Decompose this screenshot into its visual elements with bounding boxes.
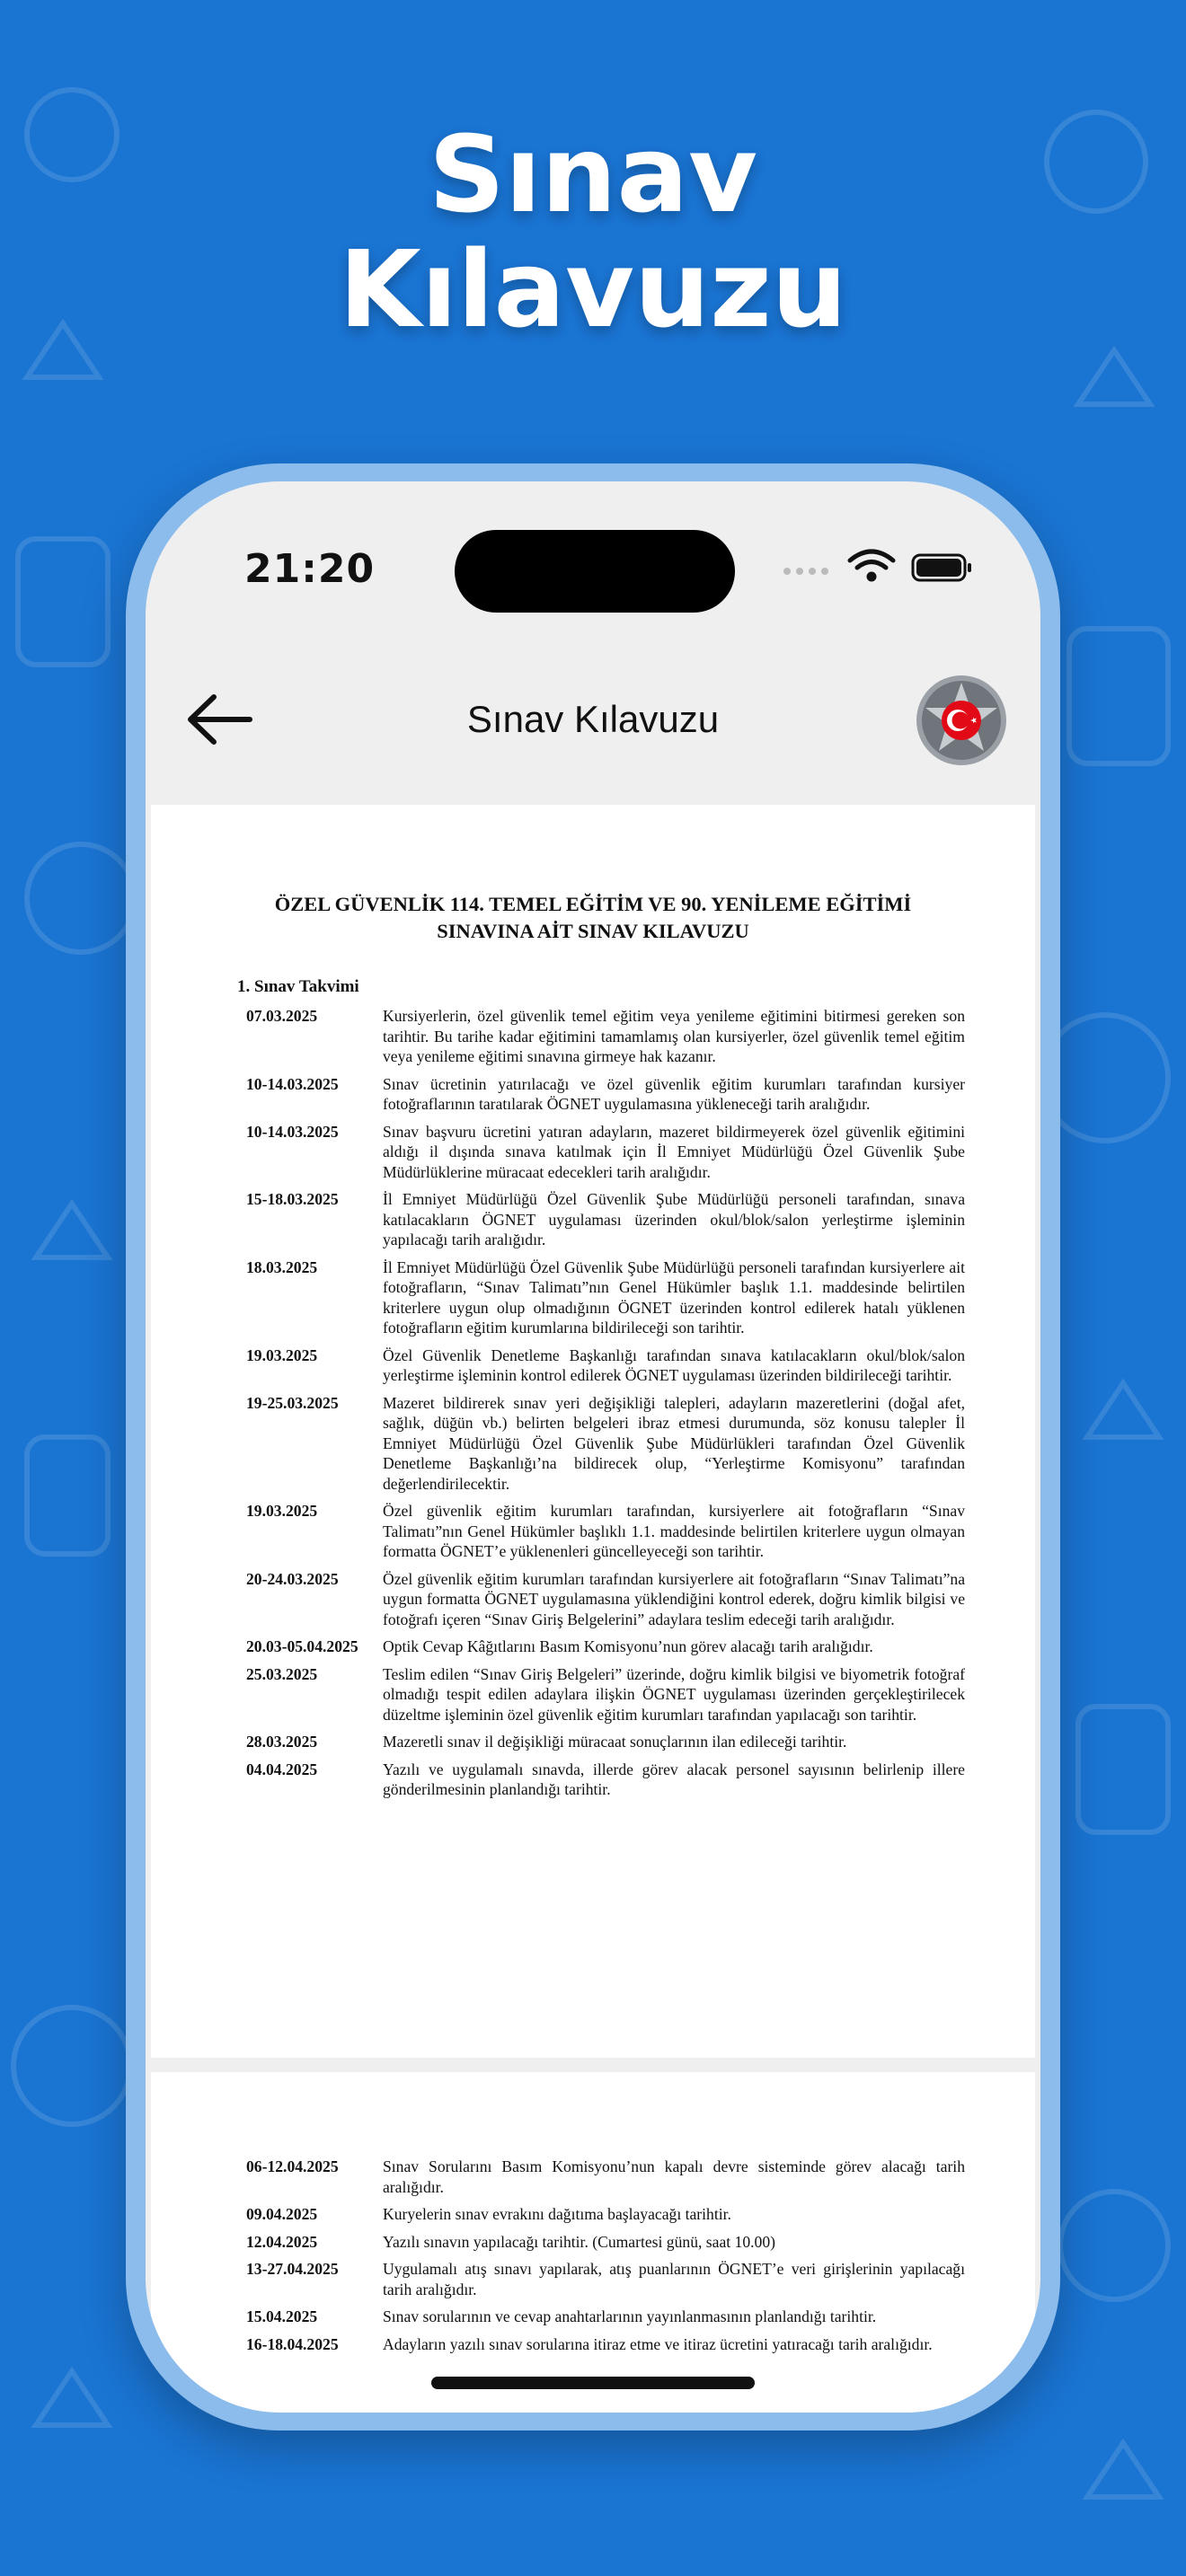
schedule-text: Yazılı ve uygulamalı sınavda, illerde görev alacak personel sayısının belirlenip illere gönderilmesinin planlandığı tarihtir. [383,1760,965,1798]
schedule-text: Adayların yazılı sınav sorularına itiraz etme ve itiraz ücretini yatıracağı tarih aralığıdır. [383,2334,933,2353]
schedule-date: 10-14.03.2025 [246,1074,339,1093]
schedule-text: Sınav ücretinin yatırılacağı ve özel güvenlik eğitim kurumları tarafından kursiyer fotoğraflarının taratılarak ÖGNET uygulamasına yükleneceği tarih aralığıdır. [383,1074,965,1113]
schedule-list-continued [246,2157,965,2361]
schedule-date: 25.03.2025 [246,1664,318,1683]
schedule-date: 15-18.03.2025 [246,1190,339,1208]
schedule-date: 20-24.03.2025 [246,1569,339,1588]
schedule-text: Sınav başvuru ücretini yatıran adayların, mazeret bildirmeyerek özel güvenlik eğitimini aldığı il dışında sınava katılmak için İl Emniyet Müdürlüğü Özel Güvenlik Şube Müdürlüklerine müracaat edecekleri tarih aralığıdır. [383,1122,965,1181]
schedule-text: Uygulamalı atış sınavı yapılarak, atış puanlarının ÖGNET’e veri girişlerinin yapılacağı tarih aralığıdır. [383,2260,965,2298]
schedule-text: Özel güvenlik eğitim kurumları tarafından kursiyerlere ait fotoğrafların “Sınav Talimatı”na uygun formatta ÖGNET uygulamasına yüklendiğini kontrol ederek, doğru kimlik bilgisi ve fotoğrafı içeren “Sınav Giriş Belgelerini” adaylara teslim edeceği tarih aralığıdır. [383,1569,965,1628]
document-page-1 [151,805,1035,2058]
schedule-date: 16-18.04.2025 [246,2334,339,2353]
schedule-text: Özel Güvenlik Denetleme Başkanlığı tarafından sınava katılacakların okul/blok/salon yerleştirme işleminin kontrol edilerek ÖGNET uygulaması üzerinden bildirileceği tarihtir. [383,1345,965,1384]
schedule-date: 18.03.2025 [246,1257,318,1276]
schedule-date: 15.04.2025 [246,2307,318,2325]
phone-screen [146,481,1040,2413]
schedule-text: İl Emniyet Müdürlüğü Özel Güvenlik Şube Müdürlüğü personeli tarafından, sınava katılacakların ÖGNET uygulaması üzerinden okul/blok/salon yerleştirme işleminin yapılacağı tarih aralığıdır. [383,1190,965,1248]
document-title [151,891,1035,945]
schedule-text: Kursiyerlerin, özel güvenlik temel eğitim veya yenileme eğitimini bitirmesi gereken son tarihtir. Bu tarihe kadar eğitimini tamamlamış olan kursiyerler, özel güvenlik temel eğitim veya yenileme eğitimi sınavına girmeye hak kazanır. [383,1007,965,1065]
schedule-date: 28.03.2025 [246,1733,318,1751]
arrow-left-icon[interactable] [180,679,261,760]
schedule-row [246,2259,965,2299]
schedule-text: Mazeret bildirerek sınav yeri değişikliği talepleri, adayların mazeretlerini (doğal afet, sağlık, düğün vb.) belirten belgeleri ibraz etmesi durumunda, söz konusu talepler İl Emniyet Müdürlüğü Özel Güvenlik Şube Müdürlükleri tarafından Özel Güvenlik Denetleme Başkanlığı’na bildirecek olup, “Yerleştirme Komisyonu” tarafından değerlendirilecektir. [383,1393,965,1493]
schedule-text: Sınav sorularının ve cevap anahtarlarının yayınlanmasının planlandığı tarihtir. [383,2307,877,2325]
schedule-row [246,1569,965,1630]
schedule-row [246,2232,965,2253]
schedule-row [246,1074,965,1115]
police-emblem-icon [915,674,1008,767]
schedule-list [246,1006,965,1807]
schedule-row [246,2334,965,2355]
status-time: 21:20 [244,546,376,592]
hero-title-line1: Sınav [429,112,757,236]
status-icons [780,544,978,591]
hero-title [0,112,1186,351]
schedule-text: Kuryelerin sınav evrakını dağıtıma başlayacağı tarihtir. [383,2205,731,2223]
schedule-text: Yazılı sınavın yapılacağı tarihtir. (Cumartesi günü, saat 10.00) [383,2232,775,2251]
schedule-row [246,1257,965,1338]
schedule-row [246,2157,965,2197]
schedule-text: Optik Cevap Kâğıtlarını Basım Komisyonu’nun görev alacağı tarih aralığıdır. [383,1637,873,1655]
signal-icon [783,568,828,575]
document-page-2 [151,2072,1035,2413]
schedule-row [246,1345,965,1386]
wifi-icon [850,551,893,579]
schedule-date: 20.03-05.04.2025 [246,1637,358,1655]
schedule-row [246,1189,965,1250]
schedule-row [246,1664,965,1725]
schedule-text: Sınav Sorularını Basım Komisyonu’nun kapalı devre sisteminde görev alacağı tarih aralığıdır. [383,2157,965,2196]
schedule-row [246,2307,965,2327]
battery-icon [913,555,971,580]
page-title: Sınav Kılavuzu [466,698,720,740]
app-header [146,634,1040,805]
document-title-line1: ÖZEL GÜVENLİK 114. TEMEL EĞİTİM VE 90. YENİLEME EĞİTİMİ [274,893,912,915]
schedule-text: İl Emniyet Müdürlüğü Özel Güvenlik Şube Müdürlüğü personeli tarafından kursiyerlere ait fotoğrafların, “Sınav Talimatı”nın Genel Hükümler başlık 1.1. maddesinde belirtilen kriterlere uygun olup olmadığının ÖGNET üzerinden kontrol edilerek hatalı yüklenen fotoğrafların eğitim kurumlarına bildirileceği son tarihtir. [383,1257,965,1337]
schedule-date: 19.03.2025 [246,1502,318,1520]
schedule-date: 09.04.2025 [246,2205,318,2223]
schedule-date: 10-14.03.2025 [246,1122,339,1141]
schedule-date: 04.04.2025 [246,1760,318,1778]
hero-title-line2: Kılavuzu [339,227,847,351]
schedule-date: 07.03.2025 [246,1007,318,1025]
schedule-row [246,1732,965,1752]
schedule-date: 13-27.04.2025 [246,2260,339,2278]
section-heading: 1. Sınav Takvimi [237,977,359,996]
phone-frame [126,463,1060,2430]
schedule-date: 12.04.2025 [246,2232,318,2251]
document-title-line2: SINAVINA AİT SINAV KILAVUZU [437,920,749,942]
schedule-row [246,1006,965,1067]
schedule-row [246,2204,965,2225]
schedule-row [246,1122,965,1183]
schedule-date: 06-12.04.2025 [246,2157,339,2175]
schedule-date: 19.03.2025 [246,1345,318,1364]
home-indicator [431,2377,755,2389]
schedule-row [246,1501,965,1562]
dynamic-island [455,530,735,613]
schedule-text: Teslim edilen “Sınav Giriş Belgeleri” üzerinde, doğru kimlik bilgisi ve biyometrik fotoğraf olmadığı tespit edilen adaylara ilişkin ÖGNET uygulaması üzerinden gerçekleştirilecek düzeltme işleminin özel güvenlik eğitim kurumları tarafından yapılacağı son tarihtir. [383,1664,965,1724]
schedule-date: 19-25.03.2025 [246,1393,339,1412]
schedule-text: Mazeretli sınav il değişikliği müracaat sonuçlarının ilan edileceği tarihtir. [383,1733,847,1751]
schedule-row [246,1636,965,1657]
schedule-row [246,1760,965,1800]
schedule-text: Özel güvenlik eğitim kurumları tarafından, kursiyerlere ait fotoğrafların “Sınav Talimatı”nın Genel Hükümler başlıklı 1.1. maddesinde belirtilen kriterlere uygun olmayan formatta ÖGNET’e yüklenenleri güncelleyeceği son tarihtir. [383,1502,965,1560]
schedule-row [246,1393,965,1495]
